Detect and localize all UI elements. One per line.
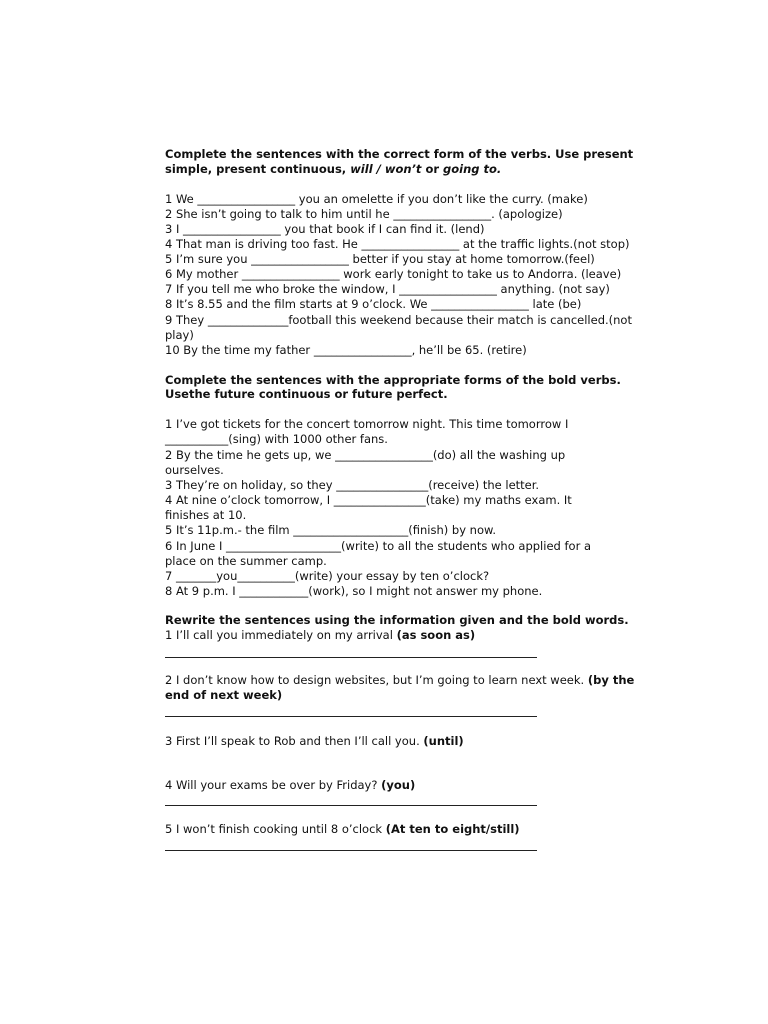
rewrite-prompt: 1 I’ll call you immediately on my arrival — [165, 628, 397, 642]
rewrite-keyword-continued: end of next week) — [165, 688, 283, 702]
exercise2-line: 4 At nine o’clock tomorrow, I ________________(take) my maths exam. It — [165, 493, 572, 507]
answer-line-2[interactable] — [165, 716, 537, 717]
section1-heading-line2 — [165, 162, 501, 177]
exercise2-line: place on the summer camp. — [165, 554, 327, 568]
rewrite-item-3 — [165, 734, 464, 749]
answer-line-5[interactable] — [165, 850, 537, 851]
rewrite-item-4 — [165, 778, 415, 793]
section2-heading-line1: Complete the sentences with the appropriate forms of the bold verbs. — [165, 373, 621, 387]
rewrite-keyword: (as soon as) — [396, 628, 476, 642]
rewrite-prompt: 3 First I’ll speak to Rob and then I’ll call you. — [165, 734, 424, 748]
exercise2-line: 1 I’ve got tickets for the concert tomorrow night. This time tomorrow I — [165, 417, 569, 431]
rewrite-prompt: 5 I won’t finish cooking until 8 o’clock — [165, 822, 386, 836]
exercise2-line: 8 At 9 p.m. I ____________(work), so I might not answer my phone. — [165, 584, 543, 598]
rewrite-keyword: (until) — [423, 734, 464, 748]
rewrite-prompt: 2 I don’t know how to design websites, but I’m going to learn next week. — [165, 673, 588, 687]
exercise2-line: ourselves. — [165, 463, 224, 477]
exercise2-line: 6 In June I ____________________(write) to all the students who applied for a — [165, 539, 591, 553]
rewrite-keyword: (you) — [381, 778, 416, 792]
rewrite-item-5 — [165, 822, 520, 837]
exercise1-line: 9 They ______________football this weekend because their match is cancelled.(not — [165, 313, 632, 327]
heading-emphasis-going-to: going to. — [443, 162, 502, 176]
section3-heading: Rewrite the sentences using the information given and the bold words. — [165, 613, 629, 627]
answer-line-4[interactable] — [165, 805, 537, 806]
rewrite-keyword: (by the — [587, 673, 635, 687]
exercise1-line: 1 We _________________ you an omelette if you don’t like the curry. (make) — [165, 192, 588, 206]
exercise1-line: 2 She isn’t going to talk to him until he _________________. (apologize) — [165, 207, 563, 221]
rewrite-item-1 — [165, 628, 475, 643]
rewrite-item-2 — [165, 673, 634, 688]
exercise1-line: 5 I’m sure you _________________ better if you stay at home tomorrow.(feel) — [165, 252, 595, 266]
rewrite-prompt: 4 Will your exams be over by Friday? — [165, 778, 382, 792]
section2-heading-line2: Usethe future continuous or future perfect. — [165, 387, 448, 401]
exercise1-line: 4 That man is driving too fast. He _________________ at the traffic lights.(not stop) — [165, 237, 630, 251]
exercise2-line: 5 It’s 11p.m.- the film ____________________(finish) by now. — [165, 523, 496, 537]
heading-text-or: or — [421, 162, 444, 176]
exercise2-line: ___________(sing) with 1000 other fans. — [165, 432, 388, 446]
exercise1-line: 8 It’s 8.55 and the film starts at 9 o’clock. We _________________ late (be) — [165, 297, 582, 311]
rewrite-keyword: (At ten to eight/still) — [385, 822, 520, 836]
answer-line-1[interactable] — [165, 657, 537, 658]
heading-emphasis-will-wont: will / won’t — [350, 162, 422, 176]
exercise1-line: 7 If you tell me who broke the window, I _________________ anything. (not say) — [165, 282, 610, 296]
exercise2-line: 7 _______you__________(write) your essay by ten o’clock? — [165, 569, 490, 583]
exercise2-line: 2 By the time he gets up, we _________________(do) all the washing up — [165, 448, 566, 462]
exercise2-line: 3 They’re on holiday, so they ________________(receive) the letter. — [165, 478, 540, 492]
exercise2-line: finishes at 10. — [165, 508, 247, 522]
heading-text: simple, present continuous, — [165, 162, 351, 176]
exercise1-line: 10 By the time my father _________________, he’ll be 65. (retire) — [165, 343, 527, 357]
exercise1-line: 6 My mother _________________ work early tonight to take us to Andorra. (leave) — [165, 267, 622, 281]
exercise1-line: play) — [165, 328, 194, 342]
section1-heading-line1: Complete the sentences with the correct form of the verbs. Use present — [165, 147, 634, 161]
exercise1-line: 3 I _________________ you that book if I can find it. (lend) — [165, 222, 485, 236]
